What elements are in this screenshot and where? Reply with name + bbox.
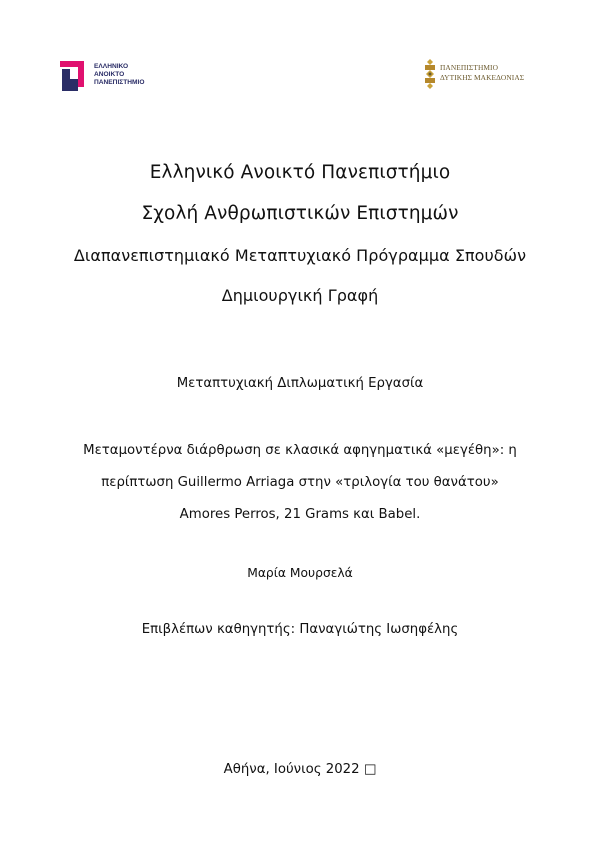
eap-logo-line: ΑΝΟΙΚΤΟ — [94, 71, 125, 79]
author-name: Μαρία Μουρσελά — [247, 566, 353, 580]
uowm-logo-text — [440, 63, 524, 83]
thesis-title-line: Μεταμοντέρνα διάρθρωση σε κλασικά αφηγηματικά «μεγέθη»: η — [83, 443, 517, 458]
program-name: Διαπανεπιστημιακό Μεταπτυχιακό Πρόγραμμα Σπουδών — [73, 246, 527, 265]
place-date: Αθήνα, Ιούνιος 2022 □ — [223, 762, 377, 777]
eap-logo-icon — [58, 57, 94, 93]
eap-logo — [58, 57, 158, 93]
uowm-emblem-icon — [422, 58, 438, 90]
thesis-title-line: Amores Perros, 21 Grams και Babel. — [179, 507, 421, 522]
school-name: Σχολή Ανθρωπιστικών Επιστημών — [141, 203, 459, 224]
uowm-logo-line: ΠΑΝΕΠΙΣΤΗΜΙΟ — [440, 63, 499, 72]
specialization-name: Δημιουργική Γραφή — [221, 286, 379, 305]
uowm-logo-line: ΔΥΤΙΚΗΣ ΜΑΚΕΔΟΝΙΑΣ — [440, 73, 525, 82]
uowm-logo — [422, 58, 525, 90]
supervisor: Επιβλέπων καθηγητής: Παναγιώτης Ιωσηφέλης — [141, 622, 459, 637]
eap-logo-line: ΠΑΝΕΠΙΣΤΗΜΙΟ — [94, 79, 145, 87]
document-type: Μεταπτυχιακή Διπλωματική Εργασία — [176, 376, 424, 391]
thesis-title-line: περίπτωση Guillermo Arriaga στην «τριλογία του θανάτου» — [101, 475, 499, 490]
university-name: Ελληνικό Ανοικτό Πανεπιστήμιο — [149, 162, 451, 183]
eap-logo-line: ΕΛΛΗΝΙΚΟ — [94, 63, 129, 70]
eap-logo-text — [94, 63, 144, 88]
